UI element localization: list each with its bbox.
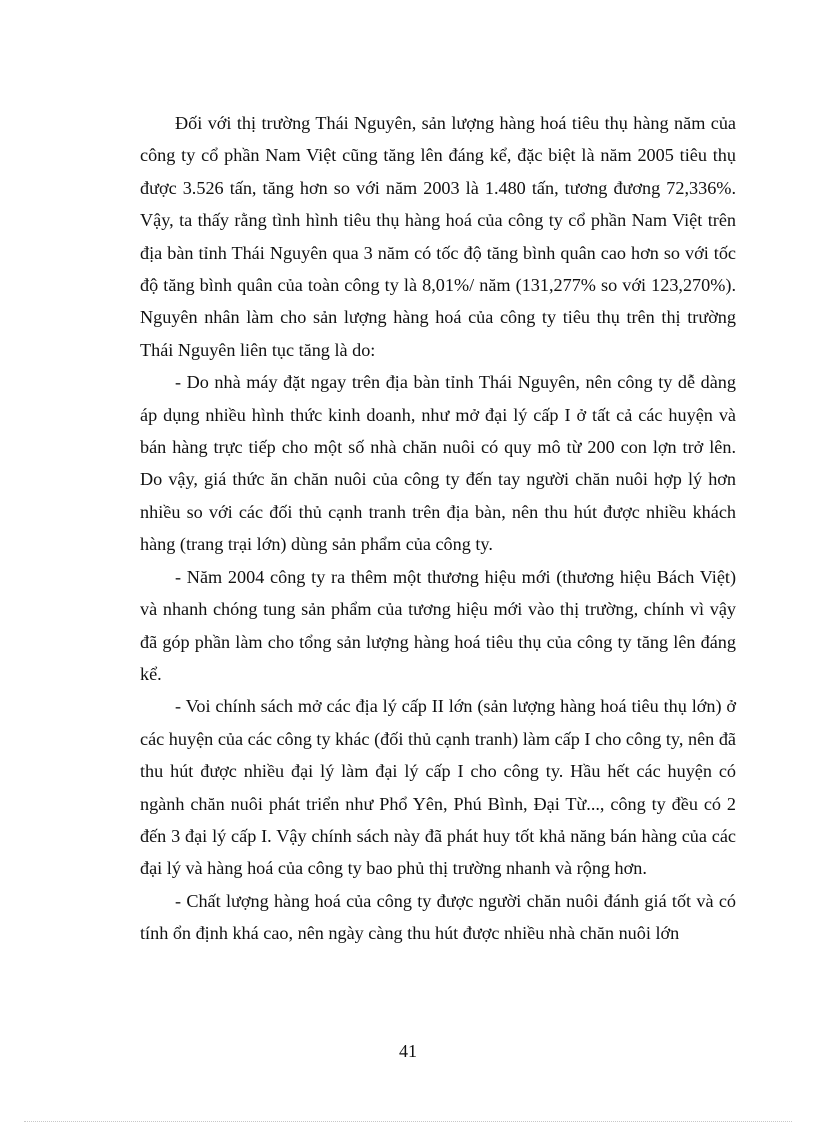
paragraph-product-quality: - Chất lượng hàng hoá của công ty được người chăn nuôi đánh giá tốt và có tính ổn định khá cao, nên ngày càng thu hút được nhiều nhà chăn nuôi lớn: [140, 890, 736, 944]
paragraph-agent-policy: - Voi chính sách mở các địa lý cấp II lớn (sản lượng hàng hoá tiêu thụ lớn) ở các huyện của các công ty khác (đối thủ cạnh tranh) làm cấp I cho công ty, nên đã thu hút được nhiều đại lý làm đại lý cấp I cho công ty. Hầu hết các huyện có ngành chăn nuôi phát triển như Phổ Yên, Phú Bình, Đại Từ..., công ty đều có 2 đến 3 đại lý cấp I. Vậy chính sách này đã phát huy tốt khả năng bán hàng của các đại lý và hàng hoá của công ty bao phủ thị trường nhanh và rộng hơn.: [140, 696, 736, 879]
paragraph-new-brand: - Năm 2004 công ty ra thêm một thương hiệu mới (thương hiệu Bách Việt) và nhanh chóng tung sản phẩm của tương hiệu mới vào thị trường, chính vì vậy đã góp phần làm cho tổng sản lượng hàng hoá tiêu thụ của công ty tăng lên đáng kể.: [140, 566, 736, 684]
body-text: [140, 107, 736, 950]
paragraph-factory-location: - Do nhà máy đặt ngay trên địa bàn tỉnh Thái Nguyên, nên công ty dễ dàng áp dụng nhiều hình thức kinh doanh, như mở đại lý cấp I ở tất cả các huyện và bán hàng trực tiếp cho một số nhà chăn nuôi có quy mô từ 200 con lợn trở lên. Do vậy, giá thức ăn chăn nuôi của công ty đến tay người chăn nuôi hợp lý hơn nhiều so với các đối thủ cạnh tranh trên địa bàn, nên thu hút được nhiều khách hàng (trang trại lớn) dùng sản phẩm của công ty.: [140, 372, 736, 555]
paragraph-thai-nguyen-market: Đối với thị trường Thái Nguyên, sản lượng hàng hoá tiêu thụ hàng năm của công ty cổ phần Nam Việt cũng tăng lên đáng kể, đặc biệt là năm 2005 tiêu thụ được 3.526 tấn, tăng hơn so với năm 2003 là 1.480 tấn, tương đương 72,336%. Vậy, ta thấy rằng tình hình tiêu thụ hàng hoá của công ty cổ phần Nam Việt trên địa bàn tỉnh Thái Nguyên qua 3 năm có tốc độ tăng bình quân cao hơn so với tốc độ tăng bình quân của toàn công ty là 8,01%/ năm (131,277% so với 123,270%). Nguyên nhân làm cho sản lượng hàng hoá của công ty tiêu thụ trên thị trường Thái Nguyên liên tục tăng là do:: [140, 113, 736, 360]
page-bottom-divider: [24, 1121, 792, 1122]
page-number: 41: [399, 1041, 417, 1061]
